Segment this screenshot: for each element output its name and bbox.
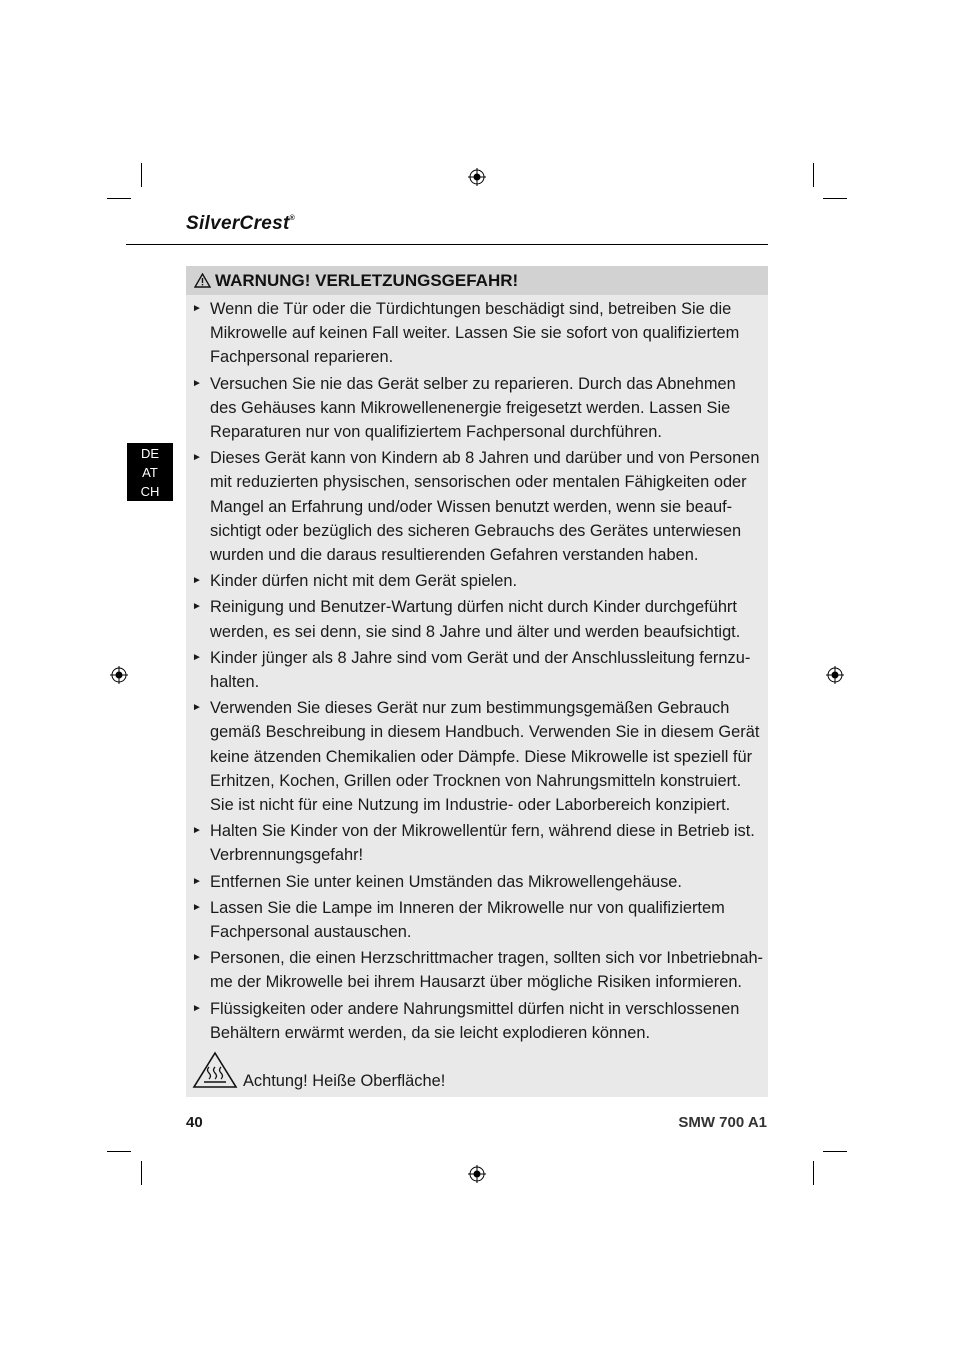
header-rule xyxy=(126,244,768,245)
bullet-arrow-icon: ► xyxy=(192,1002,202,1014)
model-number: SMW 700 A1 xyxy=(678,1114,767,1131)
crop-mark xyxy=(823,198,847,199)
list-item-text: Personen, die einen Herzschrittmacher tragen, sollten sich vor Inbetriebnah-me der Mikrowelle bei ihrem Hausarzt über mögliche Risiken informieren. xyxy=(210,949,764,992)
bullet-arrow-icon: ► xyxy=(192,303,202,314)
page-number: 40 xyxy=(186,1114,203,1131)
crop-mark xyxy=(823,1151,847,1152)
bullet-arrow-icon: ► xyxy=(192,575,202,587)
list-item xyxy=(186,997,768,1045)
list-item-text: Kinder jünger als 8 Jahre sind vom Gerät und der Anschlussleitung fernzu-halten. xyxy=(210,648,751,692)
list-item xyxy=(186,297,768,370)
list-item xyxy=(186,819,768,867)
crop-mark xyxy=(107,198,131,199)
hot-surface-note: Achtung! Heiße Oberfläche! xyxy=(243,1072,446,1090)
list-item-text: Dieses Gerät kann von Kindern ab 8 Jahren und darüber und von Personen mit reduzierten physischen, sensorischen oder mentalen Fähigkeiten oder Mangel an Erfahrung und/oder Wissen benutzt werden, wenn sie beauf-sichtigt oder bezüglich des sicheren Gebrauchs des Gerätes unterwiesen wurden und die daraus resultierenden Gefahren verstanden haben. xyxy=(210,449,760,565)
bullet-arrow-icon: ► xyxy=(192,901,202,913)
registration-mark-icon xyxy=(826,666,844,684)
bullet-arrow-icon: ► xyxy=(192,651,202,663)
bullet-arrow-icon: ► xyxy=(192,702,202,714)
list-item-text: Lassen Sie die Lampe im Inneren der Mikrowelle nur von qualifiziertem Fachpersonal austauschen. xyxy=(210,898,725,942)
list-item-text: Verwenden Sie dieses Gerät nur zum bestimmungsgemäßen Gebrauch gemäß Beschreibung in diesem Handbuch. Verwenden Sie in diesem Gerät keine ätzenden Chemikalien oder Dämpfe. Diese Mikrowelle ist speziell für Erhitzen, Kochen, Grillen oder Trocknen von Nahrungsmitteln konstruiert. Sie ist nicht für eine Nutzung im Industrie- oder Laborbereich konzipiert. xyxy=(210,699,760,815)
warning-title: WARNUNG! VERLETZUNGSGEFAHR! xyxy=(215,271,519,290)
crop-mark xyxy=(107,1151,131,1152)
list-item-text: Halten Sie Kinder von der Mikrowellentür fern, während diese in Betrieb ist. Verbrennungsgefahr! xyxy=(210,822,755,865)
bullet-arrow-icon: ► xyxy=(192,601,202,613)
crop-mark xyxy=(813,1161,814,1185)
list-item xyxy=(186,896,768,944)
silvercrest-logo xyxy=(186,213,295,235)
language-code: AT xyxy=(142,465,158,480)
crop-mark xyxy=(141,1161,142,1185)
warning-list xyxy=(186,297,768,1047)
list-item-text: Entfernen Sie unter keinen Umständen das Mikrowellengehäuse. xyxy=(210,872,682,891)
crop-mark xyxy=(813,163,814,187)
hot-surface-icon xyxy=(192,1051,238,1089)
list-item-text: Reinigung und Benutzer-Wartung dürfen nicht durch Kinder durchgeführt werden, es sei denn, sie sind 8 Jahre und älter und werden beaufsichtigt. xyxy=(210,598,741,641)
list-item-text: Versuchen Sie nie das Gerät selber zu reparieren. Durch das Abnehmen des Gehäuses kann Mikrowellenenergie freigesetzt werden. Lassen Sie Reparaturen nur von qualifiziertem Fachpersonal durchführen. xyxy=(210,374,736,442)
warning-box xyxy=(186,266,768,1097)
list-item-text: Flüssigkeiten oder andere Nahrungsmittel dürfen nicht in verschlossenen Behältern erwärmt werden, da sie leicht explodieren können. xyxy=(210,999,740,1042)
registration-mark-icon xyxy=(468,1165,486,1183)
list-item xyxy=(186,372,768,445)
bullet-arrow-icon: ► xyxy=(192,377,202,389)
bullet-arrow-icon: ► xyxy=(192,825,202,837)
list-item xyxy=(186,696,768,817)
bullet-arrow-icon: ► xyxy=(192,952,202,964)
warning-header xyxy=(186,266,768,295)
list-item xyxy=(186,946,768,994)
list-item-text: Wenn die Tür oder die Türdichtungen beschädigt sind, betreiben Sie die Mikrowelle auf keinen Fall weiter. Lassen Sie sie sofort von qualifiziertem Fachpersonal reparieren. xyxy=(210,300,740,367)
registration-mark-icon xyxy=(468,168,486,186)
language-tab xyxy=(127,443,173,501)
list-item xyxy=(186,870,768,894)
registered-mark: ® xyxy=(289,215,296,222)
bullet-arrow-icon: ► xyxy=(192,452,202,464)
registration-mark-icon xyxy=(110,666,128,684)
warning-triangle-icon xyxy=(194,273,211,288)
language-code: CH xyxy=(140,484,160,499)
bullet-arrow-icon: ► xyxy=(192,875,202,887)
list-item xyxy=(186,646,768,694)
list-item xyxy=(186,569,768,593)
language-code: DE xyxy=(140,446,160,461)
list-item-text: Kinder dürfen nicht mit dem Gerät spielen. xyxy=(210,572,518,591)
logo-text: SilverCrest xyxy=(186,213,290,234)
crop-mark xyxy=(141,163,142,187)
list-item xyxy=(186,446,768,567)
list-item xyxy=(186,595,768,643)
